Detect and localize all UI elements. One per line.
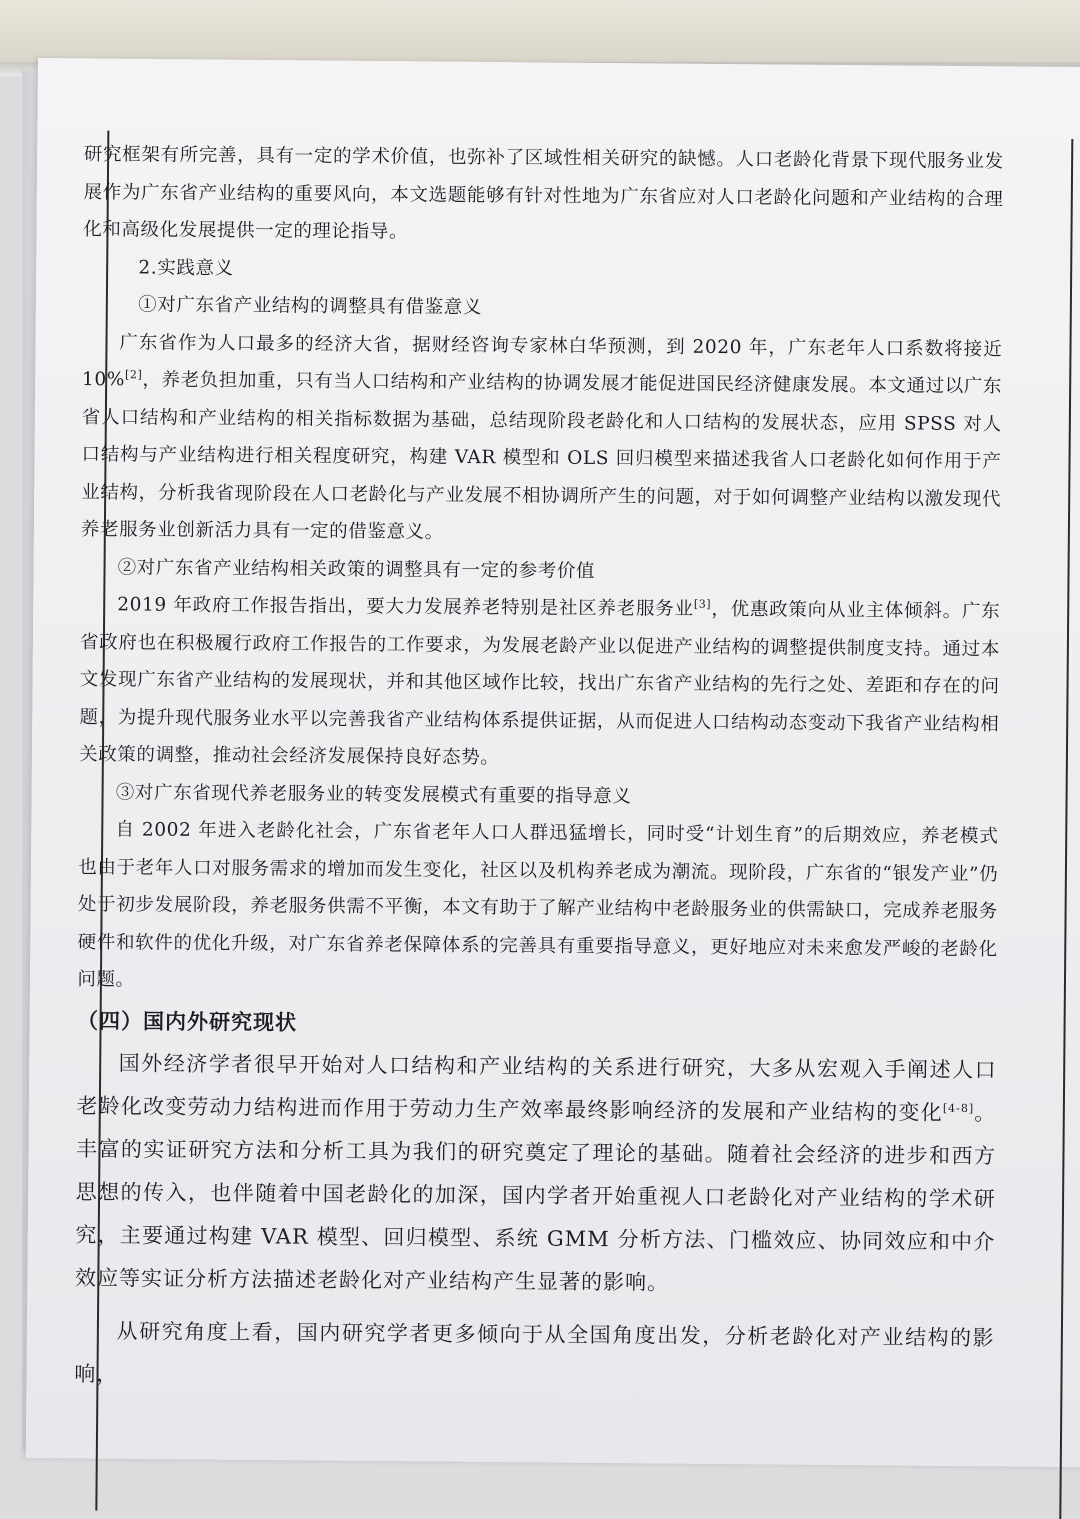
item-2-title: ②对广东省产业结构相关政策的调整具有一定的参考价值 xyxy=(117,556,596,582)
citation-3: [3] xyxy=(693,597,712,611)
item-2-text-b: ，优惠政策向从业主体倾斜。广东省政府也在积极履行政府工作报告的工作要求，为发展老龄产业以促进产业结构的调整提供制度支持。通过本文发现广东省产业结构的发展现状，并和其他区域作比较，找出广东省产业结构的先行之处、差距和存在的问题，为提升现代服务业水平以完善我省产业结构体系提供证据，从而促进人口结构动态变动下我省产业结构相关政策的调整，推动社会经济发展保持良好态势。 xyxy=(79,598,1001,769)
section-4-heading: （四）国内外研究现状 xyxy=(76,1007,298,1035)
item-2-paragraph xyxy=(79,586,1000,781)
section-4-text-a: 国外经济学者很早开始对人口结构和产业结构的关系进行研究，大多从宏观入手阐述人口老龄化改变劳动力结构进而作用于劳动力生产效率最终影响经济的发展和产业结构的变化 xyxy=(76,1050,997,1125)
section-4-text-b: 。丰富的实证研究方法和分析工具为我们的研究奠定了理论的基础。随着社会经济的进步和西方思想的传入，也伴随着中国老龄化的加深，国内学者开始重视人口老龄化对产业结构的学术研究，主要通过构建 VAR 模型、回归模型、系统 GMM 分析方法、门槛效应、协同效应和中介效应等实证分析方法描述老龄化对产业结构产生显著的影响。 xyxy=(74,1100,997,1295)
item-1-paragraph xyxy=(81,323,1003,555)
citation-4-8: [4-8] xyxy=(942,1101,975,1115)
document-body xyxy=(74,136,1004,1403)
item-3-paragraph: 自 2002 年进入老龄化社会，广东省老年人口人群迅猛增长，同时受“计划生育”的后期效应，养老模式也由于老年人口对服务需求的增加而发生变化，社区以及机构养老成为潮流。现阶段，广东省的“银发产业”仍处于初步发展阶段，养老服务供需不平衡，本文有助于了解产业结构中老龄服务业的供需缺口，完成养老服务硬件和软件的优化升级，对广东省养老保障体系的完善具有重要指导意义，更好地应对未来愈发严峻的老龄化问题。 xyxy=(77,819,999,991)
item-1-title: ①对广东省产业结构的调整具有借鉴意义 xyxy=(138,294,483,319)
section-practical-significance-title: 2.实践意义 xyxy=(138,256,234,279)
item-1-text-a: 广东省作为人口最多的经济大省，据财经咨询专家林白华预测，到 2020 年，广东老年人口系数将接近 10% xyxy=(82,331,1003,391)
section-4-paragraph xyxy=(75,1041,997,1306)
item-1-text-b: ，养老负担加重，只有当人口结构和产业结构的协调发展才能促进国民经济健康发展。本文通过以广东省人口结构和产业结构的相关指标数据为基础，总结现阶段老龄化和人口结构的发展状态，应用 SPSS 对人口结构与产业结构进行相关程度研究，构建 VAR 模型和 OLS 回归模型来描述我省人口老龄化如何作用于产业结构，分析我省现阶段在人口老龄化与产业发展不相协调所产生的问题，对于如何调整产业结构以激发现代养老服务业创新活力具有一定的借鉴意义。 xyxy=(80,369,1003,543)
last-paragraph: 从研究角度上看，国内研究学者更多倾向于从全国角度出发，分析老龄化对产业结构的影响， xyxy=(74,1318,995,1386)
item-3-title: ③对广东省现代养老服务业的转变发展模式有重要的指导意义 xyxy=(115,781,632,807)
paragraph-theoretical-significance: 研究框架有所完善，具有一定的学术价值，也弥补了区域性相关研究的缺憾。人口老龄化背景下现代服务业发展作为广东省产业结构的重要风向，本文选题能够有针对性地为广东省应对人口老龄化问题和产业结构的合理化和高级化发展提供一定的理论指导。 xyxy=(83,143,1004,243)
item-2-text-a: 2019 年政府工作报告指出，要大力发展养老特别是社区养老服务业 xyxy=(117,594,694,620)
citation-2: [2] xyxy=(124,368,143,382)
